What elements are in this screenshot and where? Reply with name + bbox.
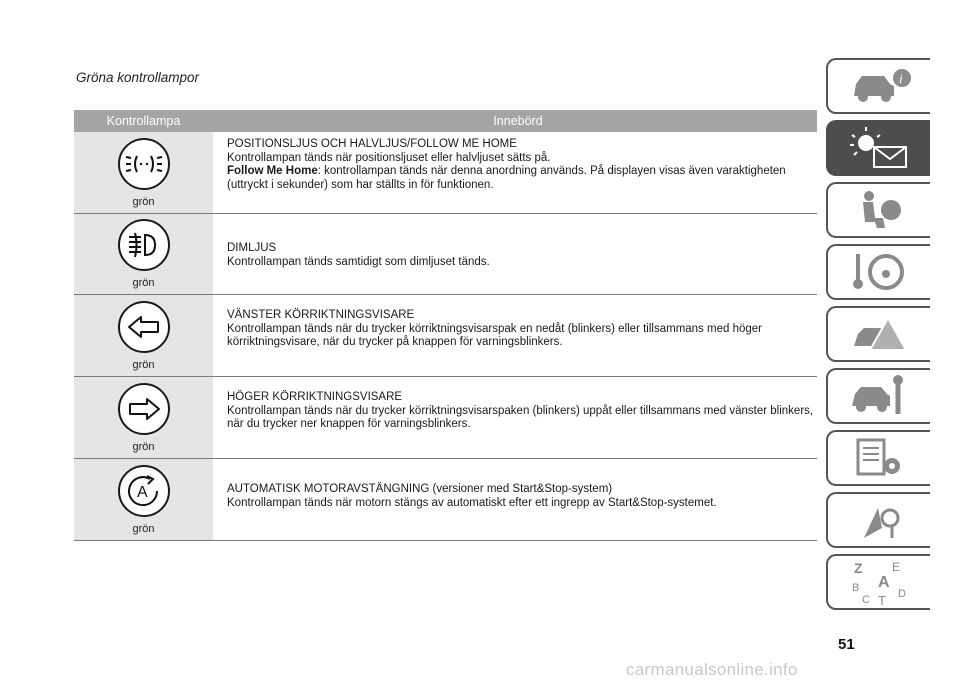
chapter-tabs: [826, 58, 930, 616]
table-row: [74, 377, 817, 459]
icon-cell: [74, 214, 213, 294]
car-maintenance-icon[interactable]: [826, 368, 930, 424]
table-row: [74, 459, 817, 541]
svg-text:B: B: [852, 582, 860, 594]
svg-text:T: T: [878, 593, 886, 607]
row-text: Kontrollampan tänds när du trycker körriktningsvisarspak en nedåt (blinkers) eller tillsammans med höger körriktningsvisare, när du trycker på knappen för varningsblinkers.: [227, 322, 762, 348]
row-title: VÄNSTER KÖRRIKTNINGSVISARE: [227, 309, 415, 321]
warning-light-message-icon[interactable]: [826, 120, 930, 176]
meaning-cell: [213, 459, 817, 540]
icon-cell: [74, 377, 213, 458]
emergency-triangle-icon[interactable]: [826, 306, 930, 362]
table-row: [74, 295, 817, 377]
table-header: [74, 110, 817, 132]
svg-text:D: D: [898, 588, 906, 600]
alphabetical-index-icon[interactable]: [826, 554, 930, 610]
row-text: Kontrollampan tänds när du trycker körriktningsvisarspaken (blinkers) uppåt eller tillsammans med vänster blinkers, när du trycker ner knappen för varningsblinkers.: [227, 404, 814, 430]
technical-data-icon[interactable]: [826, 430, 930, 486]
row-title: AUTOMATISK MOTORAVSTÄNGNING (versioner med Start&Stop-system): [227, 483, 613, 495]
steering-wheel-key-icon[interactable]: [826, 244, 930, 300]
car-info-icon[interactable]: [826, 58, 930, 114]
row-text: : kontrollampan tänds när denna anordning används. På displayen visas även varaktigheten (uttryckt i sekunder) som har ställts in för funktionen.: [227, 165, 786, 191]
svg-text:A: A: [878, 574, 890, 591]
row-bold-term: Follow Me Home: [227, 165, 318, 177]
svg-text:C: C: [862, 594, 870, 606]
color-label: grön: [132, 358, 155, 371]
row-title: DIMLJUS: [227, 242, 277, 254]
color-label: grön: [132, 195, 155, 208]
icon-cell: [74, 132, 213, 213]
row-title: HÖGER KÖRRIKTNINGSVISARE: [227, 391, 403, 403]
header-innebord: Innebörd: [493, 114, 543, 128]
right-arrow-icon: [118, 383, 170, 435]
fog-light-icon: [118, 219, 170, 271]
section-title: Gröna kontrollampor: [76, 70, 200, 85]
row-title: POSITIONSLJUS OCH HALVLJUS/FOLLOW ME HOME: [227, 138, 517, 150]
table-row: [74, 214, 817, 295]
row-text: Kontrollampan tänds samtidigt som dimljuset tänds.: [227, 255, 490, 268]
warning-light-table: [74, 110, 817, 541]
table-row: [74, 132, 817, 214]
row-text: Kontrollampan tänds när positionsljuset eller halvljuset sätts på.: [227, 151, 551, 164]
auto-stop-start-icon: [118, 465, 170, 517]
color-label: grön: [132, 522, 155, 535]
header-kontrollampa: Kontrollampa: [106, 114, 181, 128]
seat-safety-icon[interactable]: [826, 182, 930, 238]
color-label: grön: [132, 440, 155, 453]
icon-cell: [74, 295, 213, 376]
svg-text:A: A: [136, 483, 148, 501]
svg-text:Z: Z: [854, 560, 863, 576]
meaning-cell: [213, 132, 817, 213]
meaning-cell: [213, 295, 817, 376]
svg-text:E: E: [892, 560, 901, 574]
icon-cell: [74, 459, 213, 540]
left-arrow-icon: [118, 301, 170, 353]
multimedia-icon[interactable]: [826, 492, 930, 548]
color-label: grön: [132, 277, 155, 289]
page-number: 51: [838, 636, 855, 653]
row-text: Kontrollampan tänds när motorn stängs av automatiskt efter ett ingrepp av Start&Stop-systemet.: [227, 496, 717, 509]
svg-text:i: i: [899, 71, 903, 86]
watermark: carmanualsonline.info: [626, 660, 798, 679]
position-lights-icon: [118, 138, 170, 190]
meaning-cell: [213, 377, 817, 458]
meaning-cell: [213, 214, 817, 294]
